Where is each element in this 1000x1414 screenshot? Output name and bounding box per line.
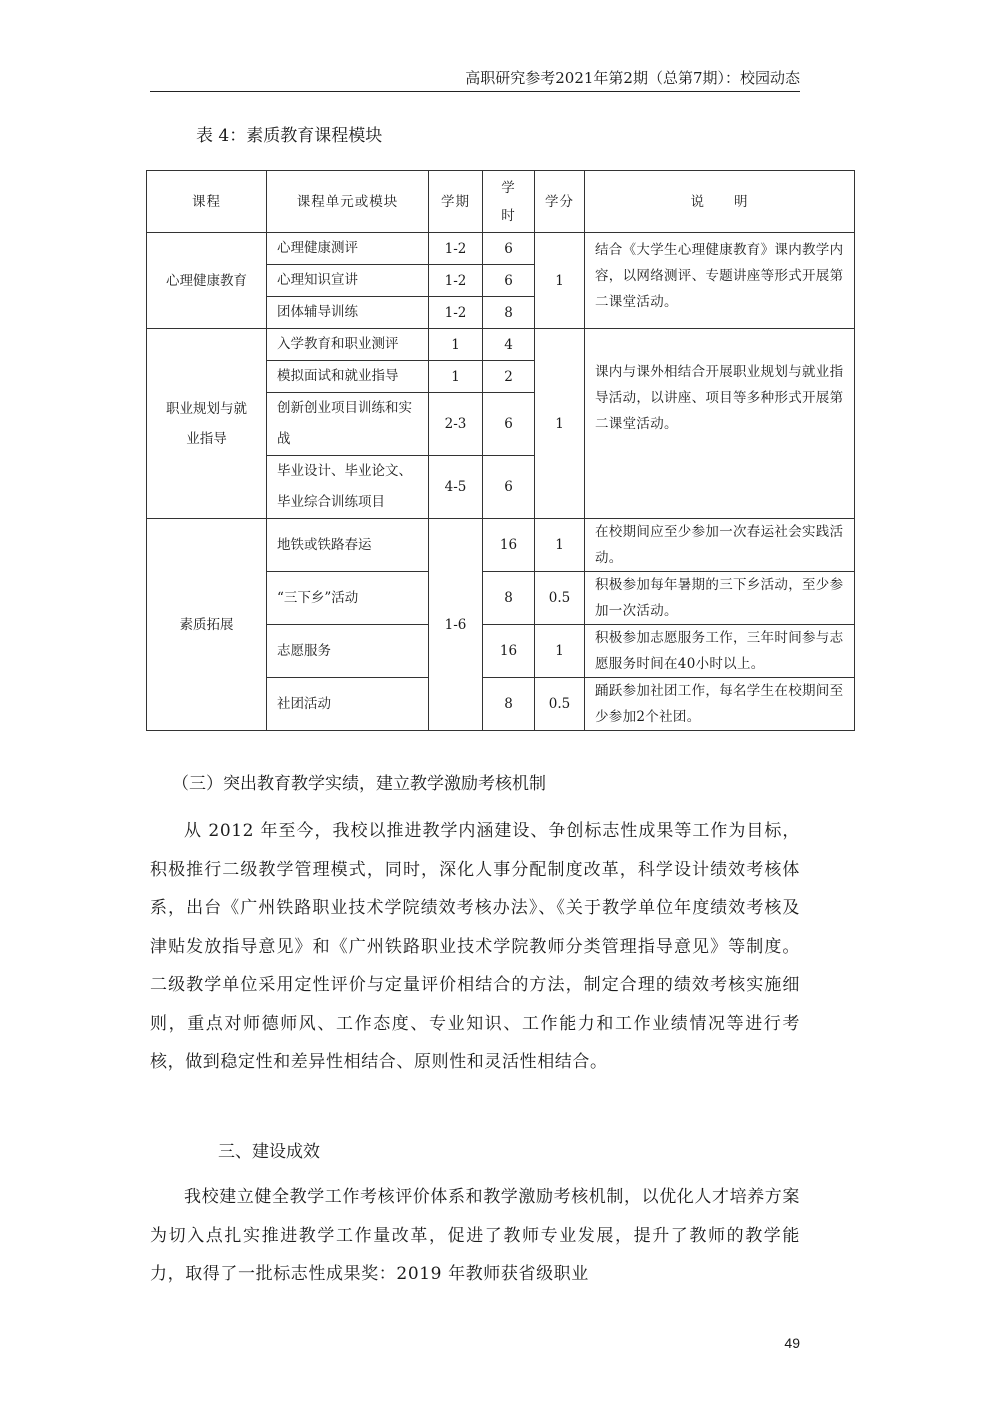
unit-cell: 心理健康测评 bbox=[267, 233, 429, 265]
unit-cell: 创新创业项目训练和实战 bbox=[267, 393, 429, 456]
table-row bbox=[147, 519, 855, 572]
course-cell: 职业规划与就业指导 bbox=[147, 329, 267, 519]
term-cell: 1-2 bbox=[429, 297, 483, 329]
hours-cell: 6 bbox=[483, 233, 535, 265]
body-paragraph-1: 从 2012 年至今，我校以推进教学内涵建设、争创标志性成果等工作为目标，积极推行二级教学管理模式，同时，深化人事分配制度改革，科学设计绩效考核体系，出台《广州铁路职业技术学院绩效考核办法》、《关于教学单位年度绩效考核及津贴发放指导意见》和《广州铁路职业技术学院教师分类管理指导意见》等制度。二级教学单位采用定性评价与定量评价相结合的方法，制定合理的绩效考核实施细则，重点对师德师风、工作态度、专业知识、工作能力和工作业绩情况等进行考核，做到稳定性和差异性相结合、原则性和灵活性相结合。 bbox=[150, 821, 800, 1072]
credit-cell: 0.5 bbox=[535, 678, 585, 731]
header-course: 课程 bbox=[147, 171, 267, 233]
unit-cell: 团体辅导训练 bbox=[267, 297, 429, 329]
desc-cell: 踊跃参加社团工作，每名学生在校期间至少参加2个社团。 bbox=[585, 678, 855, 731]
term-cell: 1-6 bbox=[429, 519, 483, 731]
hours-cell: 16 bbox=[483, 625, 535, 678]
term-cell: 2-3 bbox=[429, 393, 483, 456]
hours-cell: 8 bbox=[483, 678, 535, 731]
credit-cell: 1 bbox=[535, 329, 585, 519]
unit-cell: 模拟面试和就业指导 bbox=[267, 361, 429, 393]
unit-cell: 毕业设计、毕业论文、毕业综合训练项目 bbox=[267, 456, 429, 519]
unit-cell: 社团活动 bbox=[267, 678, 429, 731]
course-cell: 素质拓展 bbox=[147, 519, 267, 731]
hours-cell: 6 bbox=[483, 393, 535, 456]
hours-cell: 8 bbox=[483, 572, 535, 625]
header-desc: 说 明 bbox=[585, 171, 855, 233]
table-caption: 表 4：素质教育课程模块 bbox=[196, 126, 383, 146]
header-credit: 学分 bbox=[535, 171, 585, 233]
desc-cell: 在校期间应至少参加一次春运社会实践活动。 bbox=[585, 519, 855, 572]
body-paragraph-2: 我校建立健全教学工作考核评价体系和教学激励考核机制，以优化人才培养方案为切入点扎实推进教学工作量改革，促进了教师专业发展，提升了教师的教学能力，取得了一批标志性成果奖：2019 年教师获省级职业 bbox=[150, 1187, 800, 1284]
term-cell: 1-2 bbox=[429, 265, 483, 297]
page-number: 49 bbox=[784, 1335, 800, 1351]
hours-cell: 2 bbox=[483, 361, 535, 393]
section-heading-3: （三）突出教育教学实绩，建立教学激励考核机制 bbox=[172, 774, 546, 794]
unit-cell: “三下乡”活动 bbox=[267, 572, 429, 625]
header-term: 学期 bbox=[429, 171, 483, 233]
course-module-table bbox=[146, 170, 855, 731]
term-cell: 1 bbox=[429, 329, 483, 361]
term-cell: 1 bbox=[429, 361, 483, 393]
hours-cell: 4 bbox=[483, 329, 535, 361]
running-header: 高职研究参考2021年第2期（总第7期）：校园动态 bbox=[150, 68, 800, 92]
credit-cell: 0.5 bbox=[535, 572, 585, 625]
table-row bbox=[147, 329, 855, 361]
unit-cell: 心理知识宣讲 bbox=[267, 265, 429, 297]
table-header-row bbox=[147, 171, 855, 233]
credit-cell: 1 bbox=[535, 233, 585, 329]
unit-cell: 入学教育和职业测评 bbox=[267, 329, 429, 361]
hours-cell: 16 bbox=[483, 519, 535, 572]
unit-cell: 志愿服务 bbox=[267, 625, 429, 678]
section-heading-results: 三、建设成效 bbox=[218, 1142, 320, 1162]
desc-cell: 课内与课外相结合开展职业规划与就业指导活动，以讲座、项目等多种形式开展第二课堂活动。 bbox=[585, 329, 855, 519]
term-cell: 4-5 bbox=[429, 456, 483, 519]
term-cell: 1-2 bbox=[429, 233, 483, 265]
course-cell: 心理健康教育 bbox=[147, 233, 267, 329]
hours-cell: 6 bbox=[483, 456, 535, 519]
desc-cell: 积极参加每年暑期的三下乡活动，至少参加一次活动。 bbox=[585, 572, 855, 625]
table-row bbox=[147, 233, 855, 265]
desc-cell: 结合《大学生心理健康教育》课内教学内容，以网络测评、专题讲座等形式开展第二课堂活动。 bbox=[585, 233, 855, 329]
header-hours: 学 时 bbox=[483, 171, 535, 233]
hours-cell: 8 bbox=[483, 297, 535, 329]
desc-cell: 积极参加志愿服务工作，三年时间参与志愿服务时间在40小时以上。 bbox=[585, 625, 855, 678]
credit-cell: 1 bbox=[535, 625, 585, 678]
hours-cell: 6 bbox=[483, 265, 535, 297]
header-unit: 课程单元或模块 bbox=[267, 171, 429, 233]
unit-cell: 地铁或铁路春运 bbox=[267, 519, 429, 572]
credit-cell: 1 bbox=[535, 519, 585, 572]
